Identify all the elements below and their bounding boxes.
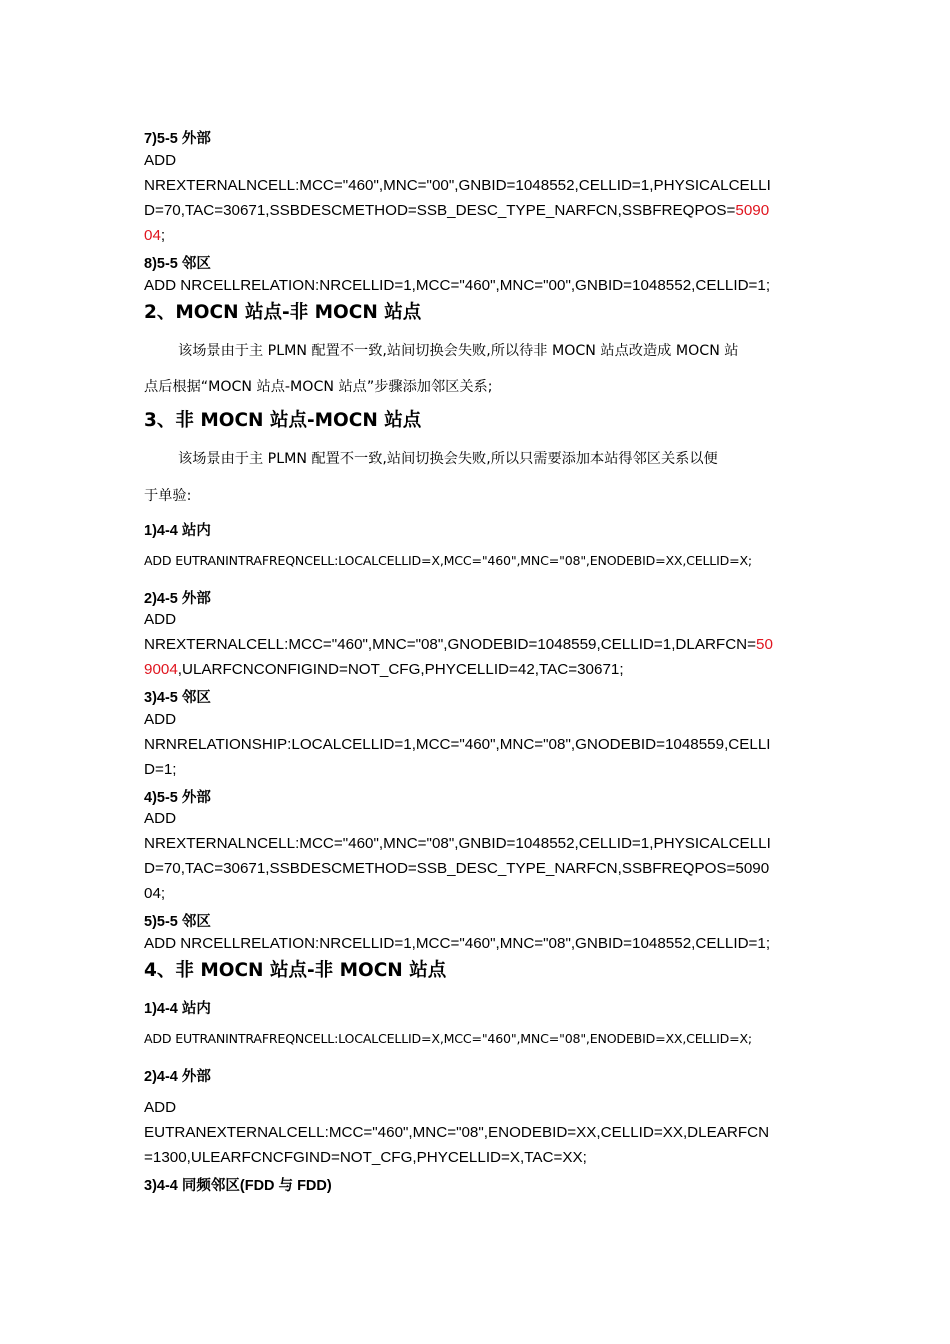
command-text: ,ULARFCNCONFIGIND=NOT_CFG,PHYCELLID=42,TAC=30671; <box>177 661 624 678</box>
paragraph-line: 该场景由于主 PLMN 配置不一致,站间切换会失败,所以只需要添加本站得邻区关系以便 <box>178 451 718 467</box>
highlighted-value: 9004 <box>144 661 178 678</box>
section-heading: 3、非 MOCN 站点-MOCN 站点 <box>144 410 422 431</box>
command-line: =1300,ULEARFCNCFGIND=NOT_CFG,PHYCELLID=X,TAC=XX; <box>144 1149 587 1166</box>
highlighted-value: 04 <box>144 227 161 244</box>
section-heading: 4、非 MOCN 站点-非 MOCN 站点 <box>144 960 447 981</box>
command-text: ; <box>160 227 166 244</box>
command-line: NREXTERNALNCELL:MCC="460",MNC="08",GNBID=1048552,CELLID=1,PHYSICALCELLI <box>144 835 771 852</box>
paragraph-line: 于单验: <box>144 488 192 504</box>
step-heading: 4)5-5 外部 <box>144 790 211 806</box>
step-heading: 2)4-4 外部 <box>144 1069 211 1085</box>
step-heading: 1)4-4 站内 <box>144 1001 211 1017</box>
step-heading: 8)5-5 邻区 <box>144 256 211 272</box>
command-line: ADD <box>144 1099 177 1116</box>
step-heading: 7)5-5 外部 <box>144 131 211 147</box>
command-line: ADD <box>144 152 177 169</box>
paragraph-line: 点后根据“MOCN 站点-MOCN 站点”步骤添加邻区关系; <box>144 379 493 395</box>
command-line <box>144 661 624 678</box>
step-heading: 5)5-5 邻区 <box>144 914 211 930</box>
step-heading: 3)4-4 同频邻区(FDD 与 FDD) <box>144 1178 332 1194</box>
step-heading: 2)4-5 外部 <box>144 591 211 607</box>
section-heading: 2、MOCN 站点-非 MOCN 站点 <box>144 302 422 323</box>
highlighted-value: 50 <box>756 636 773 653</box>
command-line: ADD NRCELLRELATION:NRCELLID=1,MCC="460",MNC="08",GNBID=1048552,CELLID=1; <box>144 935 771 952</box>
command-line: NREXTERNALNCELL:MCC="460",MNC="00",GNBID=1048552,CELLID=1,PHYSICALCELLI <box>144 177 771 194</box>
command-line <box>144 202 769 219</box>
command-line: EUTRANEXTERNALCELL:MCC="460",MNC="08",ENODEBID=XX,CELLID=XX,DLEARFCN <box>144 1124 770 1141</box>
command-line: ADD <box>144 611 177 628</box>
step-heading: 1)4-4 站内 <box>144 523 211 539</box>
command-line: D=70,TAC=30671,SSBDESCMETHOD=SSB_DESC_TYPE_NARFCN,SSBFREQPOS=5090 <box>144 860 770 877</box>
command-text: D=70,TAC=30671,SSBDESCMETHOD=SSB_DESC_TYPE_NARFCN,SSBFREQPOS= <box>144 202 736 219</box>
command-line: ADD <box>144 711 177 728</box>
command-line <box>144 636 773 653</box>
highlighted-value: 5090 <box>735 202 770 219</box>
command-line: 04; <box>144 885 166 902</box>
command-line: ADD <box>144 810 177 827</box>
step-heading: 3)4-5 邻区 <box>144 690 211 706</box>
command-text: NREXTERNALCELL:MCC="460",MNC="08",GNODEBID=1048559,CELLID=1,DLARFCN= <box>144 636 757 653</box>
command-line: ADD EUTRANINTRAFREQNCELL:LOCALCELLID=X,MCC="460",MNC="08",ENODEBID=XX,CELLID=X; <box>144 1031 752 1046</box>
command-line: D=1; <box>144 761 177 778</box>
command-line: NRNRELATIONSHIP:LOCALCELLID=1,MCC="460",MNC="08",GNODEBID=1048559,CELLI <box>144 736 771 753</box>
command-line: ADD NRCELLRELATION:NRCELLID=1,MCC="460",MNC="00",GNBID=1048552,CELLID=1; <box>144 277 771 294</box>
command-line: ADD EUTRANINTRAFREQNCELL:LOCALCELLID=X,MCC="460",MNC="08",ENODEBID=XX,CELLID=X; <box>144 553 752 568</box>
paragraph-line: 该场景由于主 PLMN 配置不一致,站间切换会失败,所以待非 MOCN 站点改造成 MOCN 站 <box>178 343 739 359</box>
command-line <box>144 227 165 244</box>
